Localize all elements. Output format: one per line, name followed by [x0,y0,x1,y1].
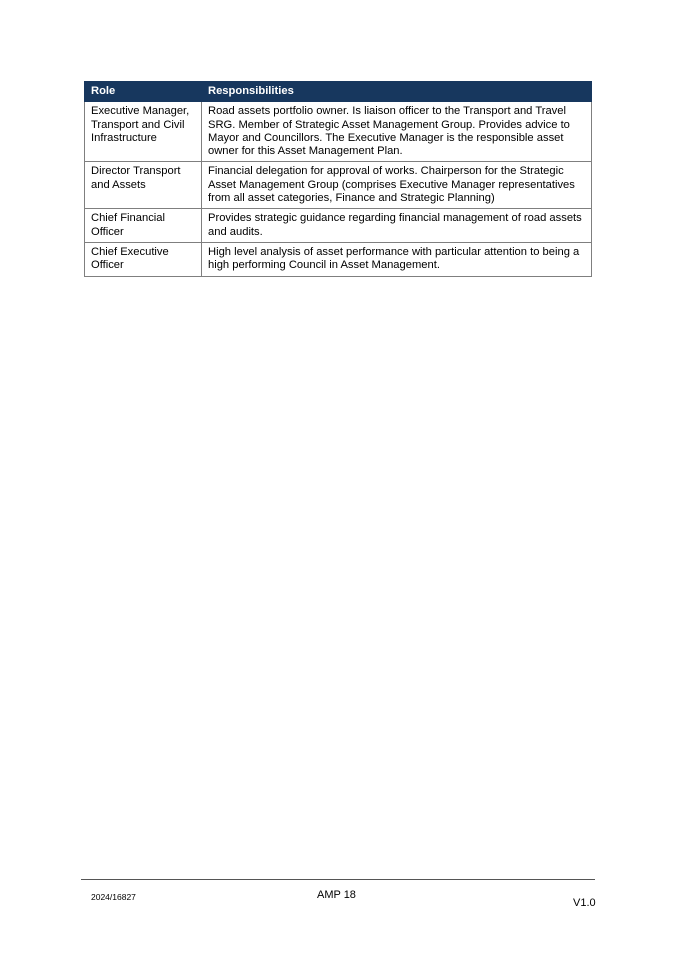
role-cell: Executive Manager, Transport and Civil Infrastructure [85,102,202,162]
header-responsibilities: Responsibilities [202,82,592,102]
responsibilities-cell: High level analysis of asset performance with particular attention to being a high performing Council in Asset Management. [202,242,592,276]
role-cell: Chief Executive Officer [85,242,202,276]
responsibilities-cell: Road assets portfolio owner. Is liaison officer to the Transport and Travel SRG. Member of Strategic Asset Management Group. Provides advice to Mayor and Councillors. The Executive Manager is the responsible asset owner for this Asset Management Plan. [202,102,592,162]
table-row [85,242,592,276]
table-row [85,209,592,243]
table-row [85,102,592,162]
header-role: Role [85,82,202,102]
table-header-row [85,82,592,102]
footer-doc-number: 2024/16827 [91,892,136,902]
footer-version: V1.0 [573,897,596,909]
role-cell: Chief Financial Officer [85,209,202,243]
table-row [85,162,592,209]
responsibilities-cell: Financial delegation for approval of works. Chairperson for the Strategic Asset Management Group (comprises Executive Manager representatives from all asset categories, Finance and Strategic Planning) [202,162,592,209]
footer-page-label: AMP 18 [317,889,356,901]
footer-divider [81,879,595,880]
roles-responsibilities-table [84,81,592,277]
responsibilities-cell: Provides strategic guidance regarding financial management of road assets and audits. [202,209,592,243]
role-cell: Director Transport and Assets [85,162,202,209]
